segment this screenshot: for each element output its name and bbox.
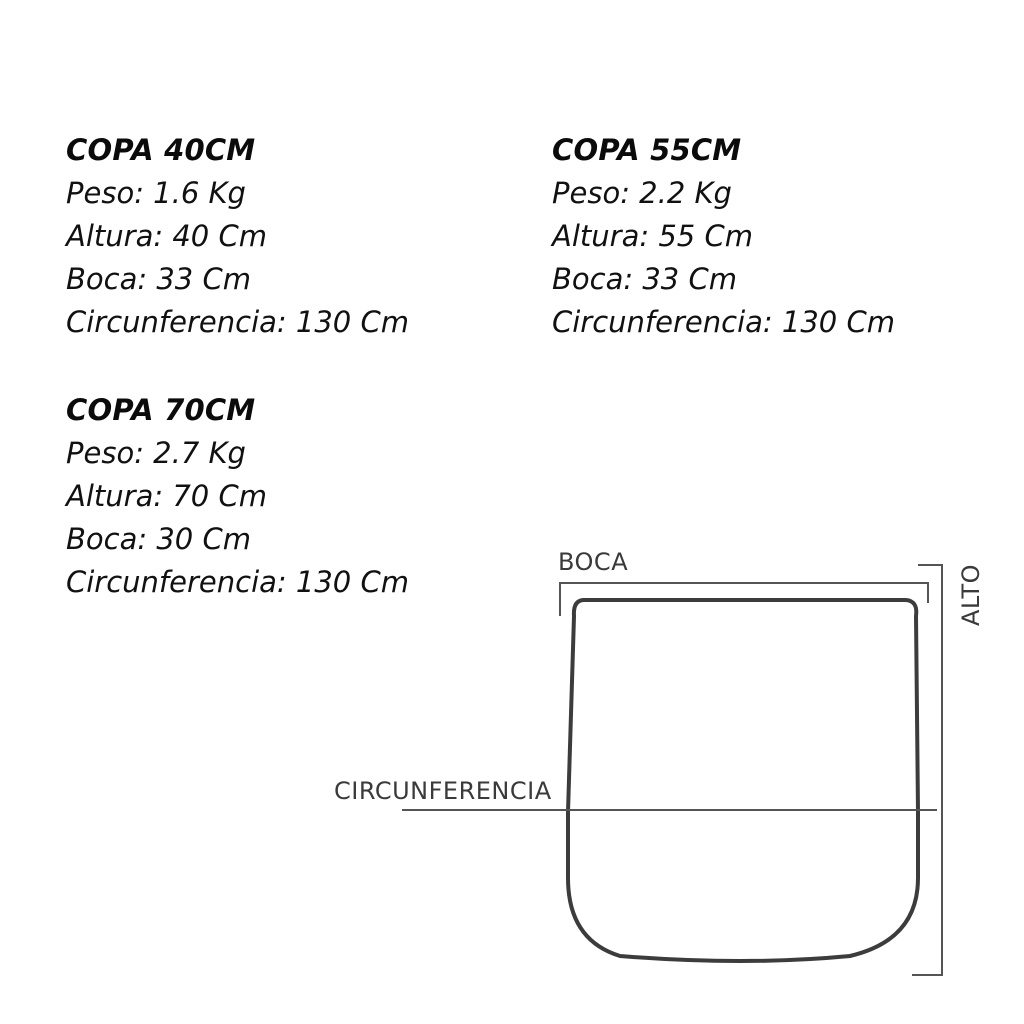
spec-circ-value: : 130 Cm	[276, 565, 409, 599]
spec-title: COPA 55CM	[552, 133, 742, 167]
spec-circ-value: : 130 Cm	[762, 305, 895, 339]
circunferencia-label: CIRCUNFERENCIA	[334, 777, 552, 805]
spec-altura-value: : 55 Cm	[639, 219, 753, 253]
spec-altura-value: : 40 Cm	[153, 219, 267, 253]
spec-circ-label: Circunferencia	[66, 565, 277, 599]
spec-peso-label: Peso	[66, 176, 135, 210]
pot-outline	[568, 600, 918, 961]
boca-label: BOCA	[558, 548, 629, 576]
spec-altura-label: Altura	[66, 219, 154, 253]
spec-boca-value: : 33 Cm	[137, 262, 251, 296]
spec-altura-label: Altura	[552, 219, 640, 253]
spec-circ-value: : 130 Cm	[276, 305, 409, 339]
alto-label: ALTO	[957, 563, 985, 626]
spec-circ-label: Circunferencia	[552, 305, 763, 339]
spec-boca-value: : 30 Cm	[137, 522, 251, 556]
spec-peso-value: : 2.2 Kg	[620, 176, 732, 210]
spec-boca-value: : 33 Cm	[623, 262, 737, 296]
spec-peso-label: Peso	[66, 436, 135, 470]
spec-boca-label: Boca	[66, 522, 138, 556]
spec-altura-label: Altura	[66, 479, 154, 513]
spec-boca-label: Boca	[552, 262, 624, 296]
spec-peso-label: Peso	[552, 176, 621, 210]
spec-peso-value: : 1.6 Kg	[134, 176, 246, 210]
spec-altura-value: : 70 Cm	[153, 479, 267, 513]
spec-circ-label: Circunferencia	[66, 305, 277, 339]
spec-peso-value: : 2.7 Kg	[134, 436, 246, 470]
spec-title: COPA 70CM	[66, 393, 256, 427]
spec-boca-label: Boca	[66, 262, 138, 296]
spec-title: COPA 40CM	[66, 133, 256, 167]
